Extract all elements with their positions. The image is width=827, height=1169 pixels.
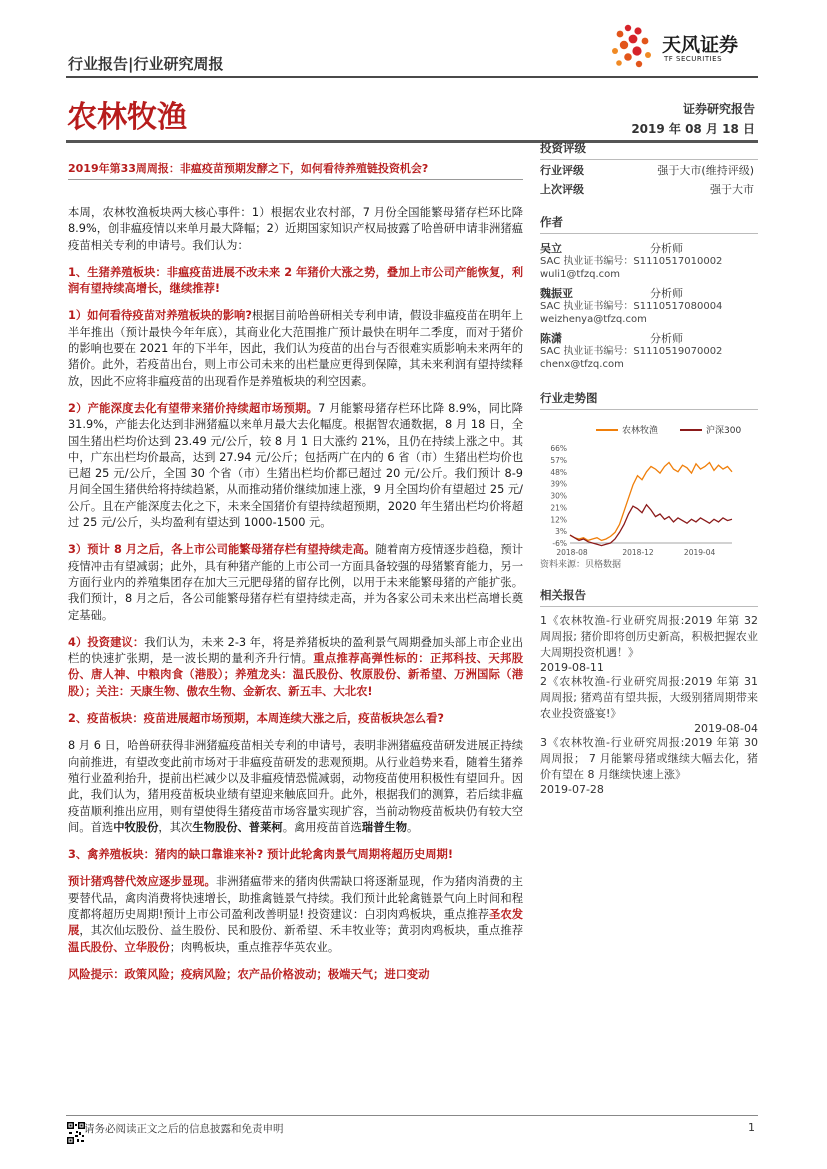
trend-chart-panel	[540, 390, 758, 564]
paragraph-2-text: 7 月能繁母猪存栏环比降 8.9%，同比降 31.9%，产能去化达到非洲猪瘟以来单月最大去化幅度。根据智农通数据，8 月 18 日，全国生猪出栏均价达到 23.49 元/公斤，较 8 月 1 日大涨约 21%，且仍在持续上涨之中。其中，广东出栏均价最高，达到 27.94 元/公斤；包括两广在内的 6 省（市）生猪出栏均价也已超 25 元/公斤，全国 30 个省（市）生猪出栏均价都已超过 20 元/公斤。我们预计 8-9 月间全国生猪供给将持续趋紧，从而推动猪价继续加速上涨，9 月全国均价有望超过 25 元/公斤。且在产能深度去化之下，未来全国猪价有望持续超预期，2020 年生猪出栏均价将超过 25 元/公斤，头均盈利有望达到 1000-1500 元。	[68, 401, 523, 530]
paragraph-1	[68, 308, 523, 389]
related-title: 相关报告	[540, 587, 758, 607]
y-tick-label: 48%	[550, 467, 567, 477]
section-1-title: 1、生猪养殖板块：非瘟疫苗进展不改未来 2 年猪价大涨之势，叠加上市公司产能恢复，利润有望持续高增长，继续推荐!	[68, 265, 523, 296]
y-tick-label: 3%	[555, 527, 567, 537]
rating-value: 强于大市(维持评级)	[657, 163, 754, 177]
paragraph-2	[68, 401, 523, 531]
analyst-email[interactable]: chenx@tfzq.com	[540, 359, 624, 370]
intro-paragraph: 本周，农林牧渔板块两大核心事件：1）根据农业农村部，7 月份全国能繁母猪存栏环比降 8.9%，创非瘟疫情以来单月最大降幅；2）近期国家知识产权局披露了哈兽研申请非洲猪瘟疫苗相关专利的申请号。我们认为：	[68, 206, 523, 252]
paragraph-6	[68, 874, 523, 955]
analyst-card	[540, 242, 758, 281]
paragraph-1-text: 根据目前哈兽研相关专利申请，假设非瘟疫苗在明年上半年推出（预计最快今年年底），其商业化大范围推广预计最快在明年二季度，而对于猪价的影响也要在 2021 年的下半年，因此，我们认为疫苗的出台与否很难实质影响未来两年的猪价。此外，若疫苗出台，则上市公司未来的出栏量应更得到保障，其未来利润有望持续释放，因此不应将非瘟疫苗的出现看作是养殖板块的利空因素。	[68, 309, 524, 388]
paragraph-5-text-b: ，其次	[158, 820, 193, 834]
footer-rule	[66, 1115, 758, 1116]
paragraph-6-text-c: ；肉鸭板块，重点推荐华英农业。	[169, 940, 340, 954]
headline-rule	[68, 179, 523, 180]
report-date: 2019 年 08 月 18 日	[631, 122, 755, 136]
analyst-role: 分析师	[650, 242, 683, 255]
related-report-link[interactable]: 1《农林牧渔-行业研究周报:2019 年第 32 周周报; 猪价即将创历史新高，积极把握农业大周期投资机遇！》	[540, 614, 758, 659]
paragraph-6-sub: 预计猪鸡替代效应逐步显现。	[68, 875, 216, 889]
analyst-sac: SAC 执业证书编号：S1110519070002	[540, 346, 723, 357]
section-2-title: 2、疫苗板块：疫苗进展超市场预期，本周连续大涨之后，疫苗板块怎么看?	[68, 712, 444, 726]
paragraph-6-text-b: ，其次仙坛股份、益生股份、民和股份、新希望、禾丰牧业等；黄羽肉鸡板块，重点推荐	[79, 924, 523, 938]
legend-label: 沪深300	[706, 426, 742, 436]
analyst-role: 分析师	[650, 332, 683, 345]
analyst-card	[540, 332, 758, 371]
paragraph-5-bold-1: 中牧股份	[113, 820, 159, 834]
y-tick-label: -6%	[552, 539, 567, 548]
headline: 2019年第33周周报：非瘟疫苗预期发酵之下，如何看待养殖链投资机会?	[68, 162, 429, 175]
related-reports-panel	[540, 587, 758, 796]
y-tick-label: 12%	[550, 515, 567, 525]
trend-title: 行业走势图	[540, 390, 758, 410]
main-body	[68, 205, 523, 994]
paragraph-3	[68, 542, 523, 623]
related-report-link[interactable]: 2《农林牧渔-行业研究周报:2019 年第 31 周周报; 猪鸡苗有望共振，大级别猪周期带来农业投资盛宴!》	[540, 675, 758, 720]
x-tick-label: 2019-04	[683, 548, 716, 557]
analyst-card	[540, 287, 758, 326]
analyst-name: 魏振亚	[540, 287, 573, 300]
trend-chart	[540, 410, 758, 560]
paragraph-5-text-a: 8 月 6 日，哈兽研获得非洲猪瘟疫苗相关专利的申请号，表明非洲猪瘟疫苗研发进展正持续向前推进，有望改变此前市场对于非瘟疫苗研发的悲观预期。从行业趋势来看，随着生猪养殖行业盈利抬升，提前出栏减少以及非瘟疫情恐慌减弱，动物疫苗使用积极性有望回升。因此，我们认为，猪用疫苗板块业绩有望迎来触底回升。此外，根据我们的测算，若后续非瘟疫苗顺利推出应用，则有望使得生猪疫苗市场容量实现扩容，当前动物疫苗板块仍有较大空间。首选	[68, 739, 523, 834]
paragraph-6-bold-1: 圣农发展	[68, 907, 523, 938]
report-label: 证券研究报告	[682, 102, 755, 116]
footer-disclaimer: 请务必阅读正文之后的信息披露和免责申明	[84, 1123, 284, 1135]
analyst-email[interactable]: wuli1@tfzq.com	[540, 269, 621, 280]
y-tick-label: 21%	[550, 503, 567, 513]
report-type: 行业报告|行业研究周报	[68, 55, 224, 73]
y-tick-label: 57%	[550, 455, 567, 465]
analyst-email[interactable]: weizhenya@tfzq.com	[540, 314, 647, 325]
analyst-name: 陈潇	[540, 332, 562, 345]
authors-panel	[540, 214, 758, 371]
x-tick-label: 2018-08	[556, 548, 588, 557]
authors-title: 作者	[540, 214, 758, 234]
tf-securities-logo	[606, 22, 766, 70]
x-tick-label: 2018-12	[622, 548, 654, 557]
paragraph-1-sub: 1）如何看待疫苗对养殖板块的影响?	[68, 309, 252, 323]
paragraph-3-text: 随着南方疫情逐步趋稳，预计疫情冲击有望减弱；此外，具有种猪产能的上市公司一方面具备较强的母猪繁育能力，另一方面行业内的养殖集团存在加大三元肥母猪的留存比例，以用于未来能繁母猪的产能扩张。我们预计，8 月之后，各公司能繁母猪存栏有望持续走高，并为各家公司未来出栏高增长奠定基础。	[68, 543, 523, 622]
header-rule	[66, 76, 758, 78]
y-tick-label: 39%	[550, 479, 567, 489]
page-number: 1	[748, 1121, 755, 1134]
analyst-name: 吴立	[540, 242, 562, 255]
risk-warning: 风险提示：政策风险；疫病风险；农产品价格波动；极端天气；进口变动	[68, 967, 430, 981]
paragraph-5-bold-3: 瑞普生物	[361, 820, 407, 834]
y-tick-label: 66%	[550, 444, 567, 453]
related-report-date: 2019-08-11	[540, 661, 604, 674]
logo-mark-icon	[606, 22, 658, 70]
paragraph-5-bold-2: 生物股份、普莱柯	[192, 820, 283, 834]
logo-en: TF SECURITIES	[664, 55, 723, 63]
analyst-sac: SAC 执业证书编号：S1110517080004	[540, 301, 723, 312]
qr-code-icon	[66, 1121, 86, 1145]
legend-label: 农林牧渔	[622, 426, 659, 436]
series-line	[570, 463, 732, 541]
paragraph-4-sub: 4）投资建议：	[68, 635, 145, 649]
analyst-role: 分析师	[650, 287, 683, 300]
logo-name: 天风证券	[662, 34, 739, 56]
paragraph-4	[68, 635, 523, 700]
chart-source: 资料来源：贝格数据	[540, 560, 622, 570]
y-tick-label: 30%	[550, 491, 567, 501]
paragraph-5	[68, 738, 523, 836]
rating-title: 投资评级	[540, 140, 758, 160]
series-line	[570, 505, 732, 546]
paragraph-6-bold-2: 温氏股份、立华股份	[68, 940, 170, 954]
paragraph-5-text-d: 。	[407, 820, 419, 834]
rating-row	[540, 179, 758, 198]
section-3-title: 3、禽养殖板块：猪肉的缺口靠谁来补? 预计此轮禽肉景气周期将超历史周期!	[68, 848, 454, 862]
paragraph-2-sub: 2）产能深度去化有望带来猪价持续超市场预期。	[68, 401, 319, 415]
related-report-date: 2019-08-04	[694, 722, 758, 735]
paragraph-5-text-c: 。禽用疫苗首选	[282, 820, 362, 834]
related-report-link[interactable]: 3《农林牧渔-行业研究周报:2019 年第 30 周周报； 7 月能繁母猪或继续大幅去化，猪价有望在 8 月继续快速上涨》	[540, 736, 758, 781]
rating-key: 上次评级	[540, 182, 584, 196]
rating-value: 强于大市	[710, 182, 754, 196]
paragraph-4-text: 我们认为，未来 2-3 年，将是养猪板块的盈利景气周期叠加头部上市企业出栏的快速扩张期，是一波长期的量利齐升行情。	[68, 635, 523, 666]
analyst-sac: SAC 执业证书编号：S1110517010002	[540, 256, 723, 267]
sector-title: 农林牧渔	[67, 100, 187, 135]
related-report-date: 2019-07-28	[540, 783, 604, 796]
rating-row	[540, 160, 758, 179]
rating-key: 行业评级	[540, 163, 584, 177]
rating-panel	[540, 140, 758, 198]
paragraph-3-sub: 3）预计 8 月之后，各上市公司能繁母猪存栏有望持续走高。	[68, 543, 376, 557]
paragraph-6-text-a: 非洲猪瘟带来的猪肉供需缺口将逐渐显现，作为猪肉消费的主要替代品，禽肉消费将快速增长，助推禽链景气持续。我们预计此轮禽链景气向上时间和程度都将超历史周期!预计上市公司盈利改善明显! 投资建议：白羽肉鸡板块，重点推荐	[68, 875, 523, 921]
paragraph-4-recommend: 重点推荐高弹性标的：正邦科技、天邦股份、唐人神、中粮肉食（港股）；养殖龙头：温氏股份、牧原股份、新希望、万洲国际（港股）；关注：天康生物、傲农生物、金新农、新五丰、大北农!	[68, 652, 523, 698]
